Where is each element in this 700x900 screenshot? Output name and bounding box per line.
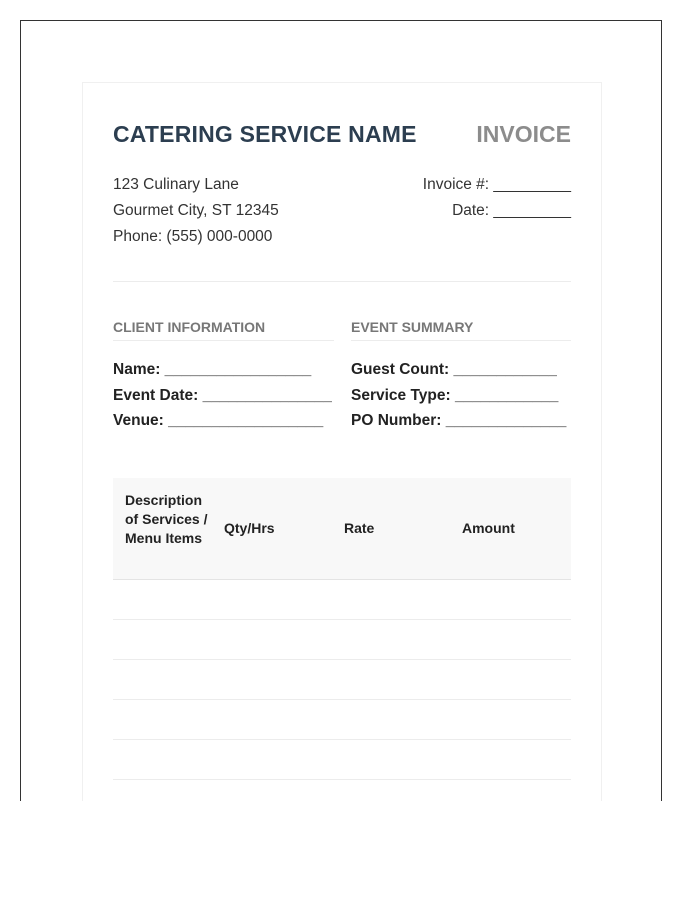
table-row — [113, 660, 571, 700]
table-row — [113, 580, 571, 620]
table-header — [113, 478, 571, 580]
client-name-field: Name: _________________ — [113, 361, 312, 378]
column-header-amount: Amount — [462, 520, 515, 536]
table-row — [113, 700, 571, 740]
page-frame — [20, 20, 662, 801]
column-header-qty-hrs: Qty/Hrs — [224, 520, 275, 536]
service-type-field: Service Type: ____________ — [351, 386, 559, 404]
company-phone: Phone: (555) 000-0000 — [113, 228, 273, 245]
invoice-document — [82, 82, 602, 801]
client-information-title: CLIENT INFORMATION — [113, 319, 334, 341]
invoice-date-field: Date: _________ — [452, 202, 571, 219]
event-summary-title: EVENT SUMMARY — [351, 319, 571, 341]
address-line-1: 123 Culinary Lane — [113, 176, 239, 193]
address-line-2: Gourmet City, ST 12345 — [113, 202, 279, 219]
event-date-field: Event Date: _______________ — [113, 386, 332, 404]
column-header-rate: Rate — [344, 520, 375, 536]
header-divider — [113, 281, 571, 282]
invoice-meta-block — [423, 172, 571, 224]
invoice-number-field: Invoice #: _________ — [422, 176, 571, 193]
company-name: CATERING SERVICE NAME — [113, 121, 417, 147]
venue-field: Venue: __________________ — [113, 412, 324, 429]
document-type-title: INVOICE — [476, 121, 571, 147]
company-address-block — [113, 172, 279, 250]
invoice-header — [113, 121, 571, 148]
guest-count-field: Guest Count: ____________ — [351, 361, 557, 378]
po-number-field: PO Number: ______________ — [351, 412, 567, 429]
line-items-table — [113, 478, 571, 780]
event-summary-section — [351, 319, 571, 434]
client-information-section — [113, 319, 334, 434]
table-row — [113, 740, 571, 780]
column-header-description: Description of Services / Menu Items — [125, 492, 208, 546]
table-row — [113, 620, 571, 660]
